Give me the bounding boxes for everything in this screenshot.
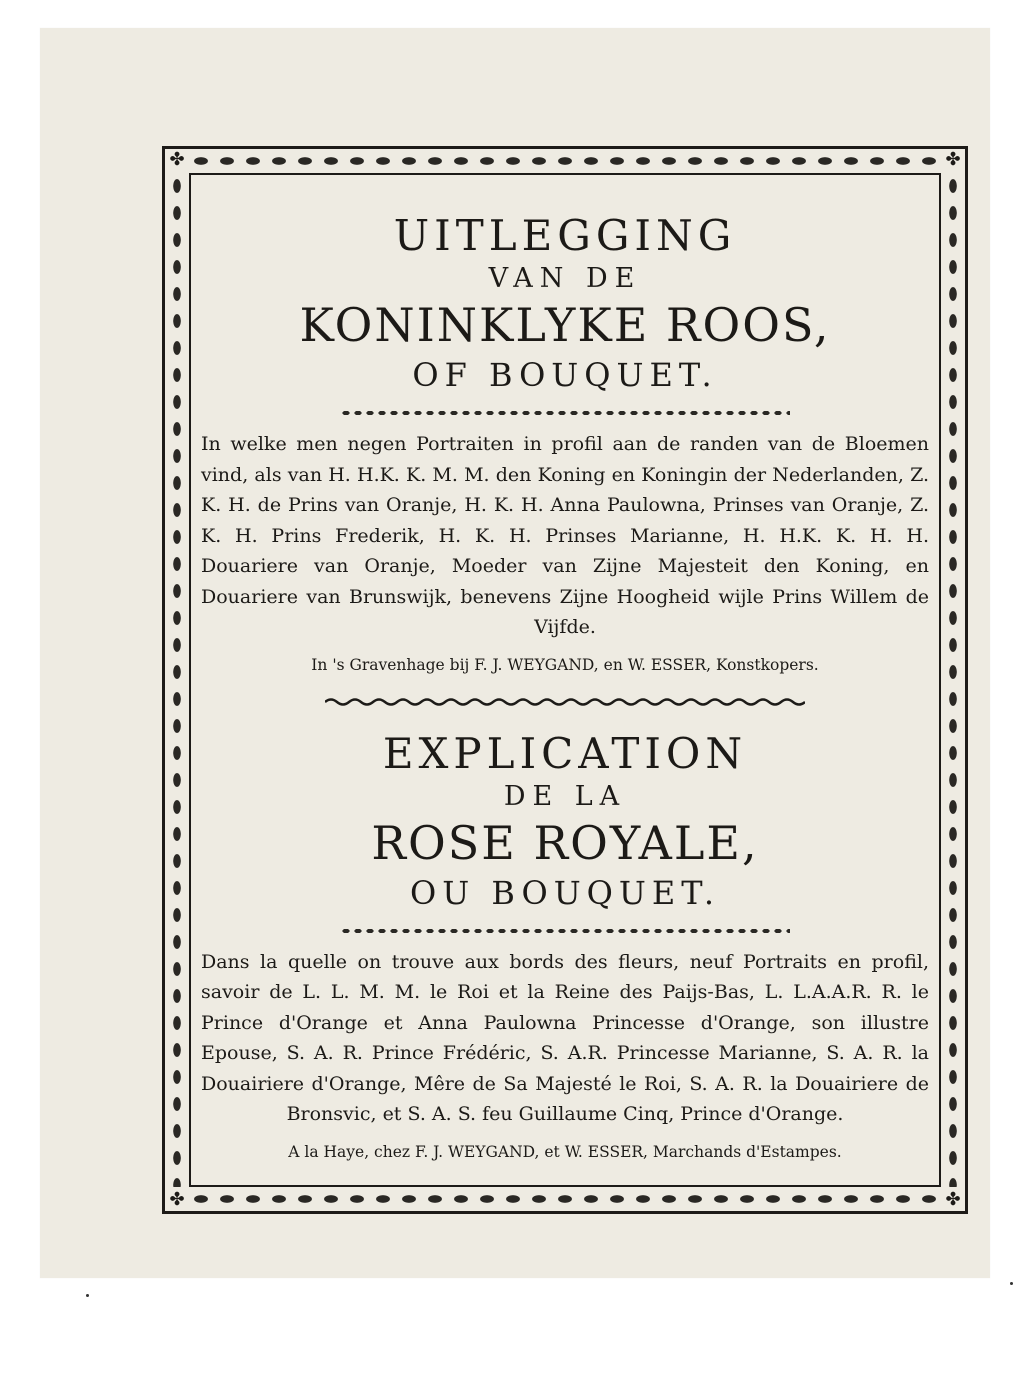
ornamental-border [162,146,968,1214]
dutch-title-line4: OF BOUQUET. [412,356,718,394]
dutch-body: In welke men negen Portraiten in profil aan de randen van de Bloemen vind, als van H. H.K. K. M. M. den Koning en Koningin der Nederlanden, Z. K. H. de Prins van Oranje, H. K. H. Anna Paulowna, Prinses van Oranje, Z. K. H. Prins Frederik, H. K. H. Prinses Marianne, H. H.K. K. H. H. Douariere van Oranje, Moeder van Zijne Majesteit den Koning, en Douariere van Brunswijk, benevens Zijne Hoogheid wijle Prins Willem de Vijfde. [201,433,929,638]
leaf-garland-left [168,173,186,1187]
speck [1010,1282,1013,1285]
dutch-title-line1: UITLEGGING [393,211,737,260]
speck [86,1294,89,1297]
corner-rosette-icon: ✤ [945,149,961,170]
paper-sheet [40,28,990,1278]
leaf-garland-right [944,173,962,1187]
corner-rosette-icon: ✤ [945,1189,961,1210]
text-content [199,211,931,1164]
french-imprint: A la Haye, chez F. J. WEYGAND, et W. ESSER, Marchands d'Estampes. [288,1142,842,1161]
leaf-garland-top [189,152,941,170]
floral-divider-icon [340,407,790,419]
french-section [199,729,931,1164]
corner-rosette-icon: ✤ [169,149,185,170]
french-title-line2: DE LA [503,780,627,812]
floral-divider-icon [340,925,790,937]
corner-rosette-icon: ✤ [169,1189,185,1210]
dutch-title-line3: KONINKLYKE ROOS, [299,298,831,352]
dutch-section [199,211,931,677]
french-title-line4: OU BOUQUET. [409,873,721,912]
leaf-garland-bottom [189,1190,941,1208]
dutch-title-line2: VAN DE [488,263,642,294]
french-title-line1: EXPLICATION [382,728,748,778]
wavy-rule-icon [325,697,805,707]
french-title-line3: ROSE ROYALE, [371,815,759,870]
dutch-imprint: In 's Gravenhage bij F. J. WEYGAND, en W. ESSER, Konstkopers. [311,655,819,674]
french-body: Dans la quelle on trouve aux bords des fleurs, neuf Portraits en profil, savoir de L. L. M. M. le Roi et la Reine des Paijs-Bas, L. L.A.A.R. R. le Prince d'Orange et Anna Paulowna Princesse d'Orange, son illustre Epouse, S. A. R. Prince Frédéric, S. A.R. Princesse Marianne, S. A. R. la Douairiere d'Orange, Mêre de Sa Majesté le Roi, S. A. R. la Douairiere de Bronsvic, et S. A. S. feu Guillaume Cinq, Prince d'Orange. [201,950,929,1125]
